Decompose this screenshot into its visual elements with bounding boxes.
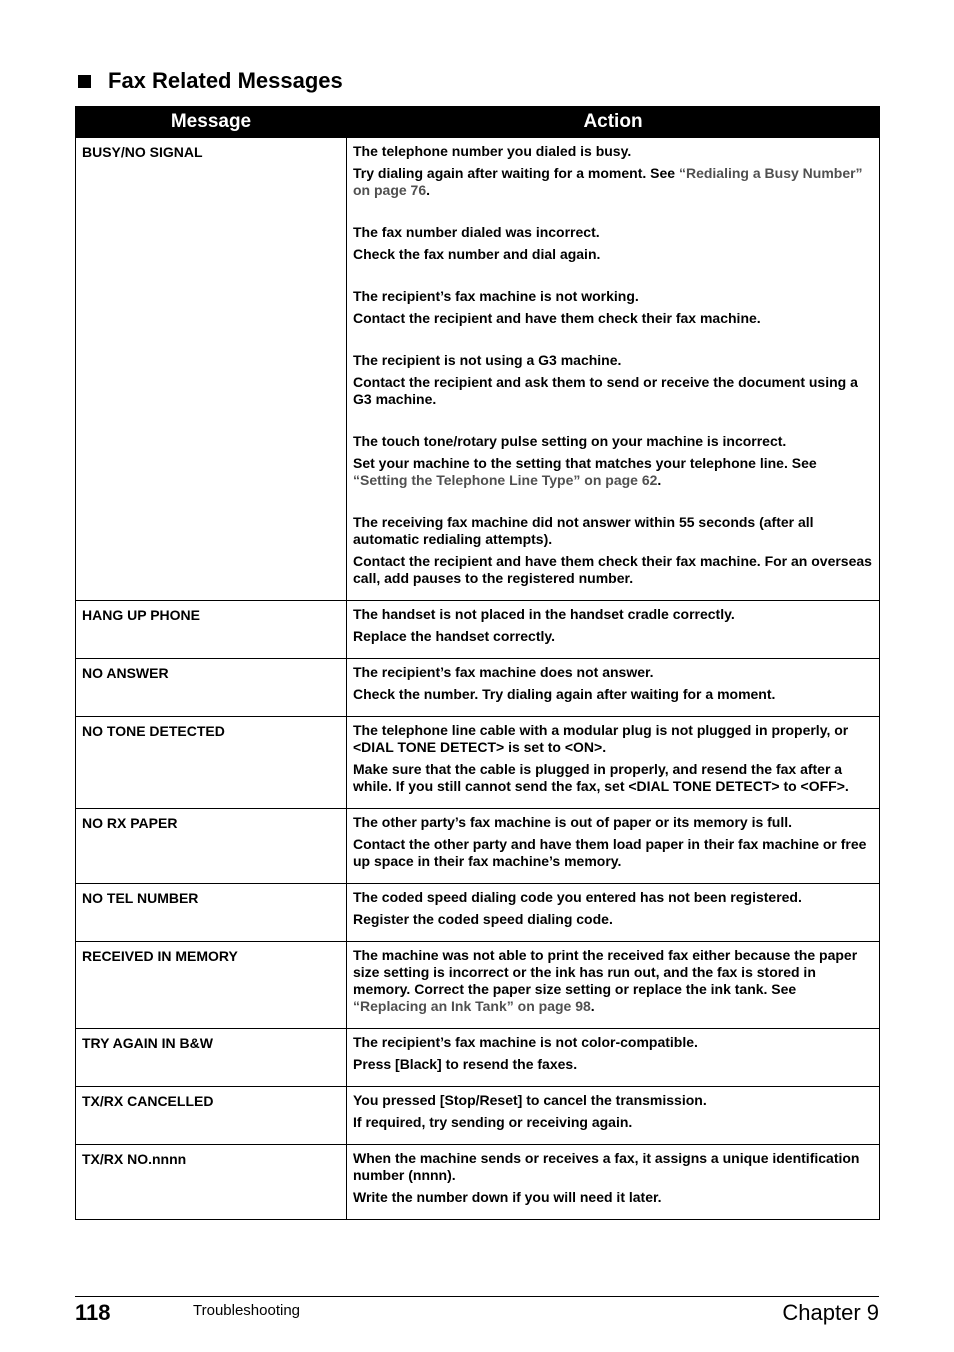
table-row [76,942,880,1029]
cross-reference-link[interactable]: “Setting the Telephone Line Type” on page 62 [353,472,658,488]
action-line [353,433,873,450]
message-cell: BUSY/NO SIGNAL [76,138,347,601]
action-text-tail: . [426,182,431,198]
section-title: Fax Related Messages [108,68,343,93]
action-group [353,433,873,489]
action-text: The telephone number you dialed is busy. [353,143,632,159]
action-group [353,514,873,587]
action-text: The handset is not placed in the handset cradle correctly. [353,606,735,622]
message-cell: TX/RX CANCELLED [76,1087,347,1145]
action-text: Contact the recipient and ask them to send or receive the document using a G3 machine. [353,374,858,407]
message-cell: TRY AGAIN IN B&W [76,1029,347,1087]
action-line [353,553,873,587]
action-group [353,1150,873,1206]
action-line [353,947,873,1015]
action-line [353,1189,873,1206]
action-line [353,664,873,681]
fax-messages-table [75,106,880,1220]
action-group [353,889,873,928]
action-line [353,814,873,831]
action-line [353,722,873,756]
action-line [353,310,873,327]
action-group [353,1092,873,1131]
table-row [76,717,880,809]
action-text: Contact the recipient and have them check their fax machine. [353,310,761,326]
action-cell [347,809,880,884]
action-cell [347,138,880,601]
action-cell [347,601,880,659]
action-line [353,1150,873,1184]
action-line [353,1056,873,1073]
table-row [76,138,880,601]
action-group [353,352,873,408]
action-text: Replace the handset correctly. [353,628,556,644]
action-group [353,947,873,1015]
action-line [353,686,873,703]
table-row [76,601,880,659]
message-cell: TX/RX NO.nnnn [76,1145,347,1220]
action-line [353,143,873,160]
action-text: When the machine sends or receives a fax, it assigns a unique identification number (nnnn). [353,1150,860,1183]
action-text: Set your machine to the setting that matches your telephone line. See [353,455,817,471]
page-number: 118 [75,1300,111,1325]
action-group [353,664,873,703]
action-line [353,224,873,241]
action-cell [347,942,880,1029]
action-group [353,606,873,645]
action-line [353,246,873,263]
action-text: The recipient’s fax machine is not working. [353,288,639,304]
action-text: You pressed [Stop/Reset] to cancel the transmission. [353,1092,707,1108]
action-text: Check the fax number and dial again. [353,246,601,262]
action-text: Check the number. Try dialing again after waiting for a moment. [353,686,776,702]
footer-section-name: Troubleshooting [193,1302,301,1319]
action-text-tail: . [590,998,595,1014]
action-text: The recipient is not using a G3 machine. [353,352,622,368]
column-header-message: Message [76,107,347,138]
table-row [76,884,880,942]
table-row [76,809,880,884]
action-line [353,514,873,548]
table-header-row [76,107,880,138]
action-text: The machine was not able to print the received fax either because the paper size setting is incorrect or the ink has run out, and the fax is stored in memory. Correct the paper size setting or replace the ink tank. See [353,947,858,997]
action-line [353,836,873,870]
action-line [353,374,873,408]
action-line [353,288,873,305]
square-bullet-icon [78,75,91,88]
cross-reference-link[interactable]: “Redialing a Busy Number” on page 76 [353,165,863,198]
action-line [353,455,873,489]
footer-divider [75,1296,879,1297]
action-text: Register the coded speed dialing code. [353,911,613,927]
action-line [353,165,873,199]
action-cell [347,1087,880,1145]
message-cell: RECEIVED IN MEMORY [76,942,347,1029]
cross-reference-link[interactable]: “Replacing an Ink Tank” on page 98 [353,998,591,1014]
message-cell: NO TONE DETECTED [76,717,347,809]
column-header-action: Action [347,107,880,138]
action-line [353,761,873,795]
action-text: The recipient’s fax machine is not color-compatible. [353,1034,698,1050]
action-cell [347,1029,880,1087]
action-line [353,352,873,369]
chapter-label: Chapter 9 [782,1300,879,1325]
action-line [353,1114,873,1131]
action-group [353,224,873,263]
action-text: If required, try sending or receiving again. [353,1114,633,1130]
action-text-tail: . [657,472,662,488]
action-text: The fax number dialed was incorrect. [353,224,600,240]
action-text: Press [Black] to resend the faxes. [353,1056,578,1072]
action-group [353,1034,873,1073]
action-line [353,911,873,928]
table-row [76,659,880,717]
table-body [76,138,880,1220]
action-text: Write the number down if you will need it later. [353,1189,662,1205]
action-group [353,143,873,199]
table-row [76,1029,880,1087]
message-cell: HANG UP PHONE [76,601,347,659]
action-line [353,628,873,645]
action-text: Make sure that the cable is plugged in properly, and resend the fax after a while. If you still cannot send the fax, set <DIAL TONE DETECT> to <OFF>. [353,761,849,794]
action-text: The receiving fax machine did not answer within 55 seconds (after all automatic redialing attempts). [353,514,814,547]
action-text: Contact the recipient and have them check their fax machine. For an overseas call, add pauses to the registered number. [353,553,872,586]
action-text: Try dialing again after waiting for a moment. See [353,165,679,181]
action-group [353,814,873,870]
action-text: The touch tone/rotary pulse setting on your machine is incorrect. [353,433,787,449]
action-text: The recipient’s fax machine does not answer. [353,664,654,680]
action-cell [347,659,880,717]
action-group [353,288,873,327]
action-text: Contact the other party and have them load paper in their fax machine or free up space in their fax machine’s memory. [353,836,867,869]
action-line [353,1034,873,1051]
action-cell [347,717,880,809]
action-line [353,606,873,623]
action-line [353,1092,873,1109]
message-cell: NO RX PAPER [76,809,347,884]
action-line [353,889,873,906]
action-cell [347,884,880,942]
section-heading [78,68,343,94]
action-text: The telephone line cable with a modular plug is not plugged in properly, or <DIAL TONE DETECT> is set to <ON>. [353,722,849,755]
action-text: The coded speed dialing code you entered has not been registered. [353,889,802,905]
action-text: The other party’s fax machine is out of paper or its memory is full. [353,814,793,830]
message-cell: NO ANSWER [76,659,347,717]
action-cell [347,1145,880,1220]
table-row [76,1087,880,1145]
message-cell: NO TEL NUMBER [76,884,347,942]
action-group [353,722,873,795]
table-row [76,1145,880,1220]
